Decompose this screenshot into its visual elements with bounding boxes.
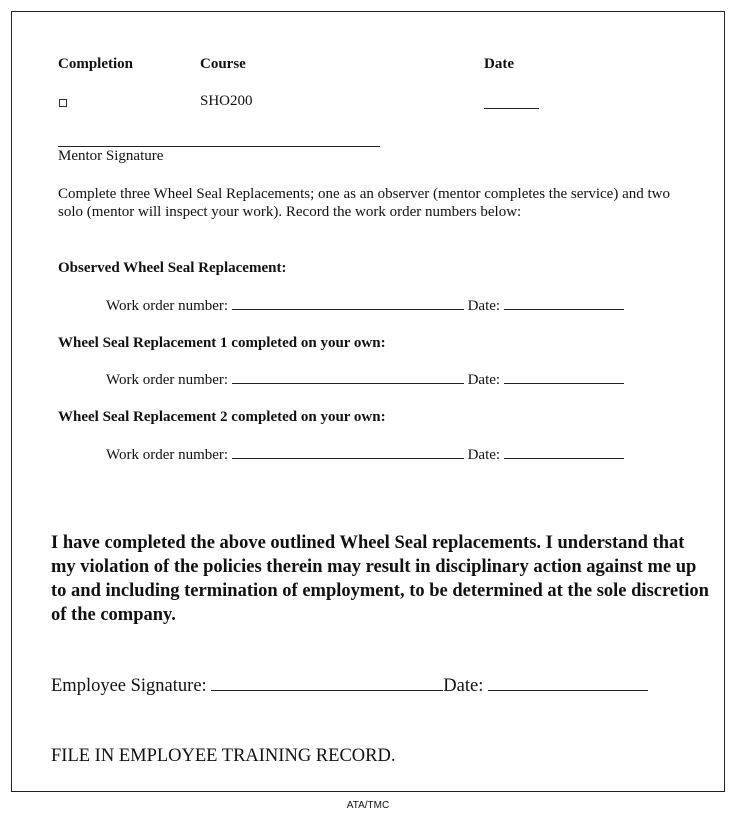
header-course: Course [200, 56, 246, 72]
instructions-paragraph: Complete three Wheel Seal Replacements; one as an observer (mentor completes the service) and two solo (mentor will inspect your work). Record the work order numbers below: [58, 186, 670, 220]
work-order-field[interactable] [232, 297, 464, 310]
date-label: Date: [467, 447, 501, 463]
section-observed-title: Observed Wheel Seal Replacement: [58, 260, 287, 276]
date-field[interactable] [504, 297, 624, 310]
section-observed-row [106, 297, 624, 315]
header-completion: Completion [58, 56, 133, 72]
header-date: Date [484, 56, 514, 72]
work-order-field[interactable] [232, 371, 464, 384]
mentor-signature-label: Mentor Signature [58, 148, 164, 164]
acknowledgement-statement: I have completed the above outlined Wheel Seal replacements. I understand that my violation of the policies therein may result in disciplinary action against me up to and including termination of employment, to be determined at the sole discretion of the company. [51, 533, 709, 625]
date-label: Date: [467, 372, 501, 388]
employee-date-label: Date: [443, 676, 484, 696]
section-solo-1-title: Wheel Seal Replacement 1 completed on your own: [58, 335, 386, 351]
date-field[interactable] [504, 446, 624, 459]
work-order-label: Work order number: [106, 447, 229, 463]
work-order-label: Work order number: [106, 298, 229, 314]
date-label: Date: [467, 298, 501, 314]
section-solo-1-row [106, 371, 624, 389]
section-solo-2-row [106, 446, 624, 464]
employee-signature-row [51, 675, 648, 697]
date-field[interactable] [504, 371, 624, 384]
employee-signature-label: Employee Signature: [51, 676, 207, 696]
course-code: SHO200 [200, 93, 253, 109]
work-order-label: Work order number: [106, 372, 229, 388]
mentor-signature-line[interactable] [58, 146, 380, 147]
completion-checkbox[interactable] [59, 99, 67, 107]
employee-signature-field[interactable] [211, 675, 443, 691]
employee-date-field[interactable] [488, 675, 648, 691]
file-instruction: FILE IN EMPLOYEE TRAINING RECORD. [51, 746, 396, 766]
completion-date-line[interactable] [484, 108, 539, 109]
section-solo-2-title: Wheel Seal Replacement 2 completed on your own: [58, 409, 386, 425]
work-order-field[interactable] [232, 446, 464, 459]
footer-credit: ATA/TMC [346, 800, 390, 811]
